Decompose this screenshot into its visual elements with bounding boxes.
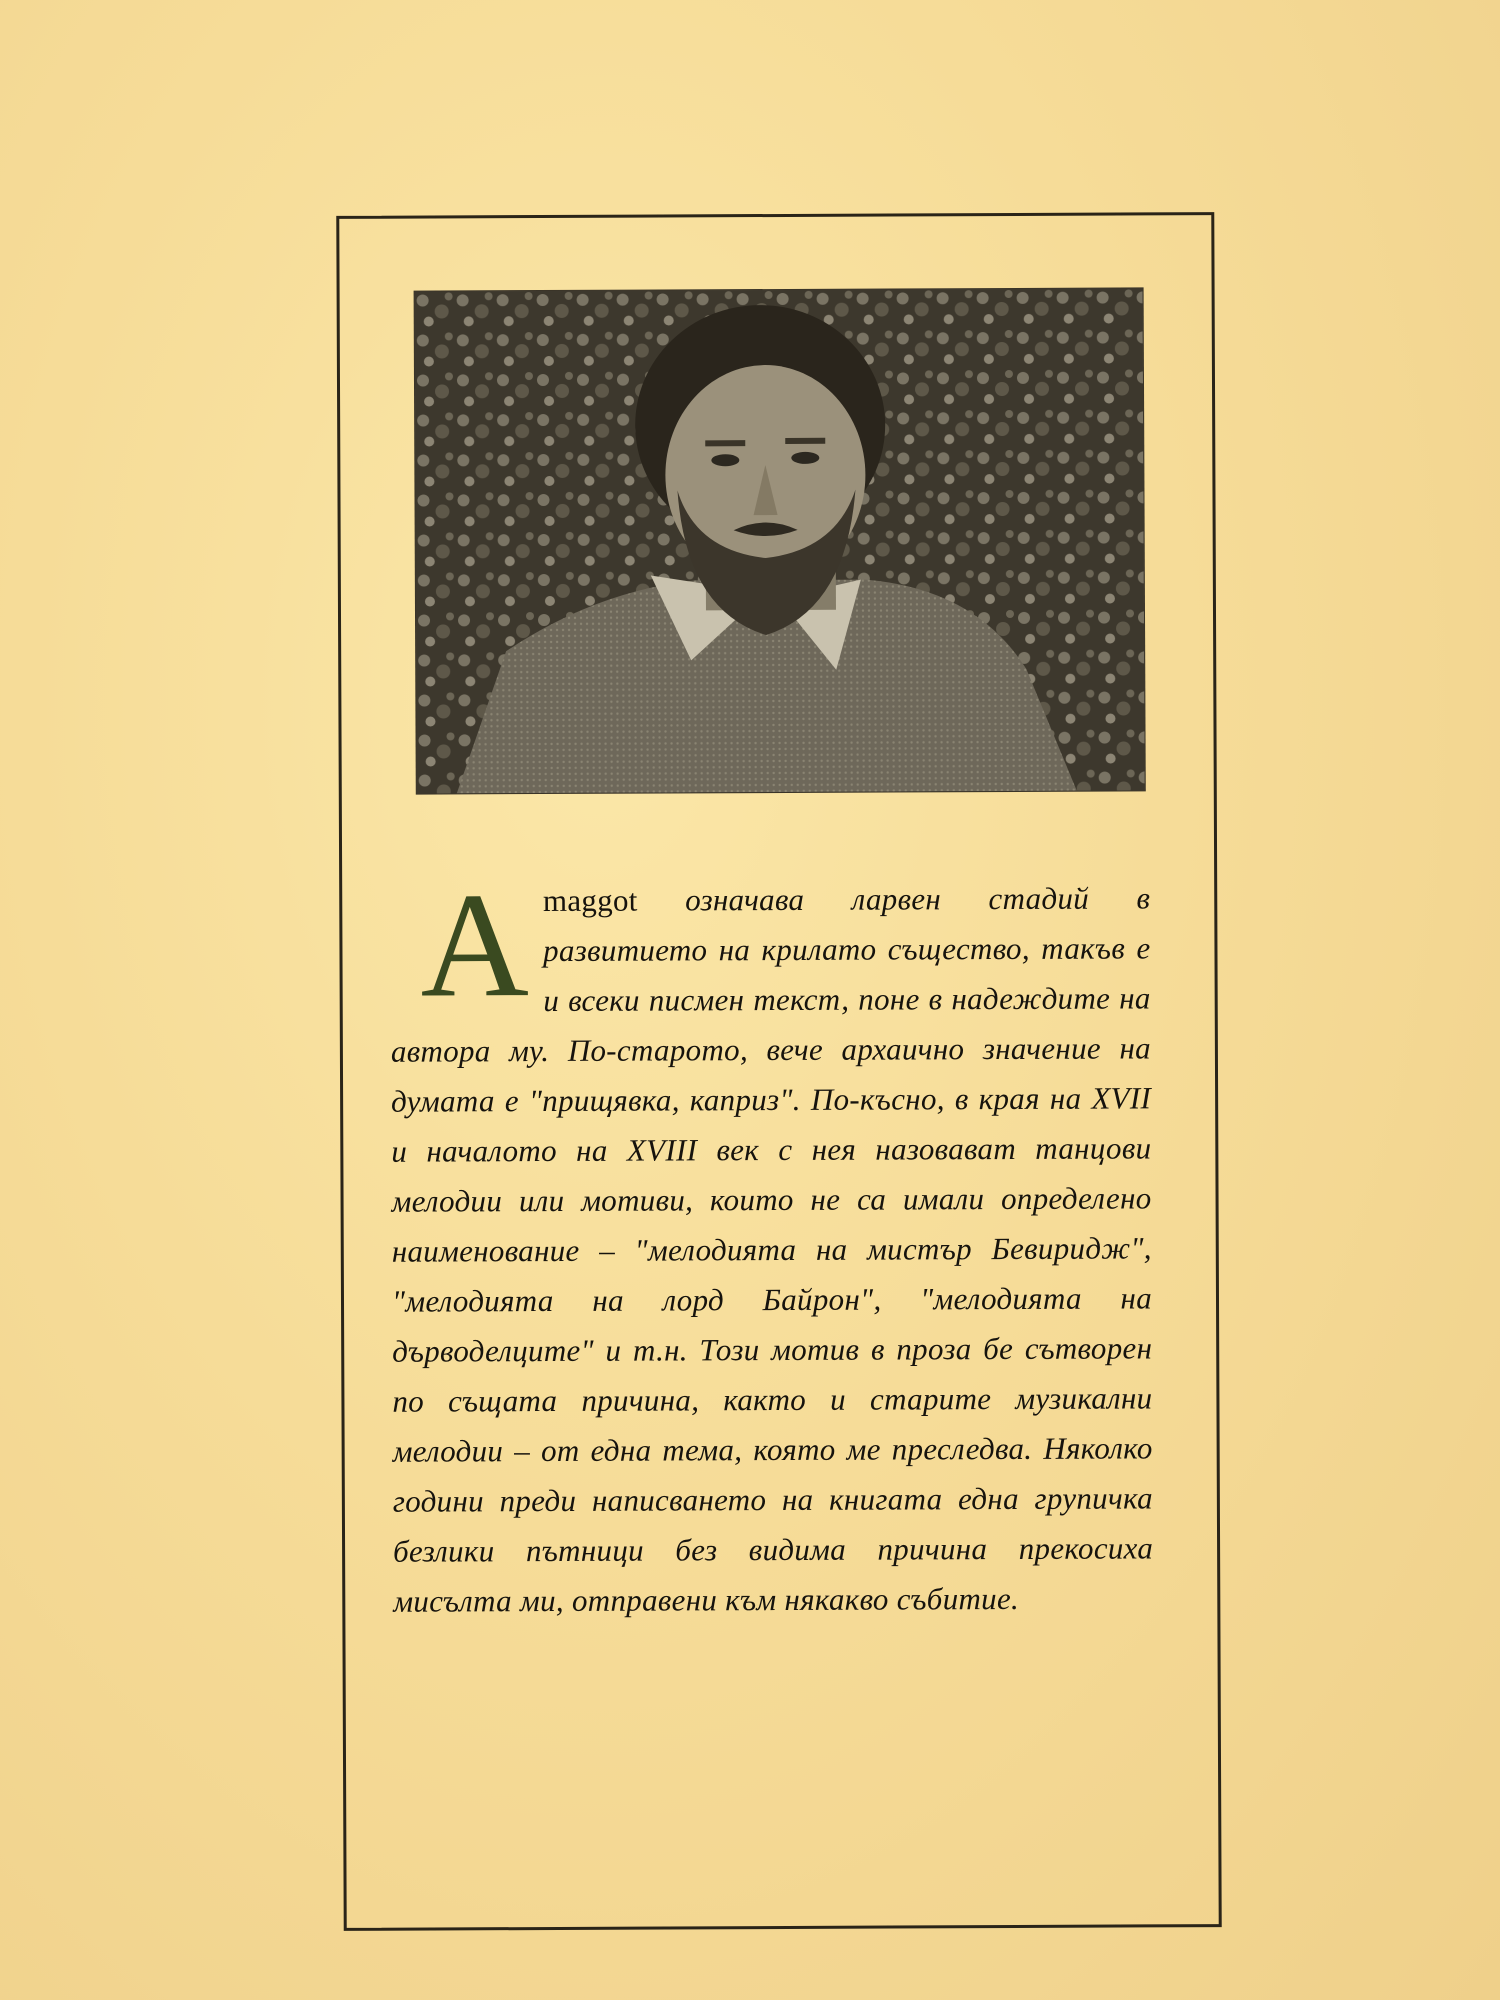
body-paragraph bbox=[390, 862, 1154, 1626]
drop-cap-letter: A bbox=[420, 862, 530, 1029]
portrait-image bbox=[415, 288, 1145, 793]
author-portrait-photo bbox=[415, 288, 1145, 793]
first-word: maggot bbox=[542, 882, 638, 919]
body-text: означава ларвен стадий в развитието на крилато същество, такъв е и всеки писмен текст, поне в надеждите на автора му. По-старото, вече архаично значение на думата е "прищявка, каприз". По-късно, в края на XVII и началото на XVIII век с нея назовават танцови мелодии или мотиви, които не са имали определено наименование – "мелодията на мистър Бевиридж", "мелодията на лорд Байрон", "мелодията на дърводелците" и т.н. Този мотив в проза бе сътворен по същата причина, както и старите музикални мелодии – от една тема, която ме преследва. Няколко години преди написването на книгата една групичка безлики пътници без видима причина прекосиха мисълта ми, отправени към някакво събитие. bbox=[390, 880, 1154, 1619]
text-frame bbox=[336, 212, 1221, 1931]
